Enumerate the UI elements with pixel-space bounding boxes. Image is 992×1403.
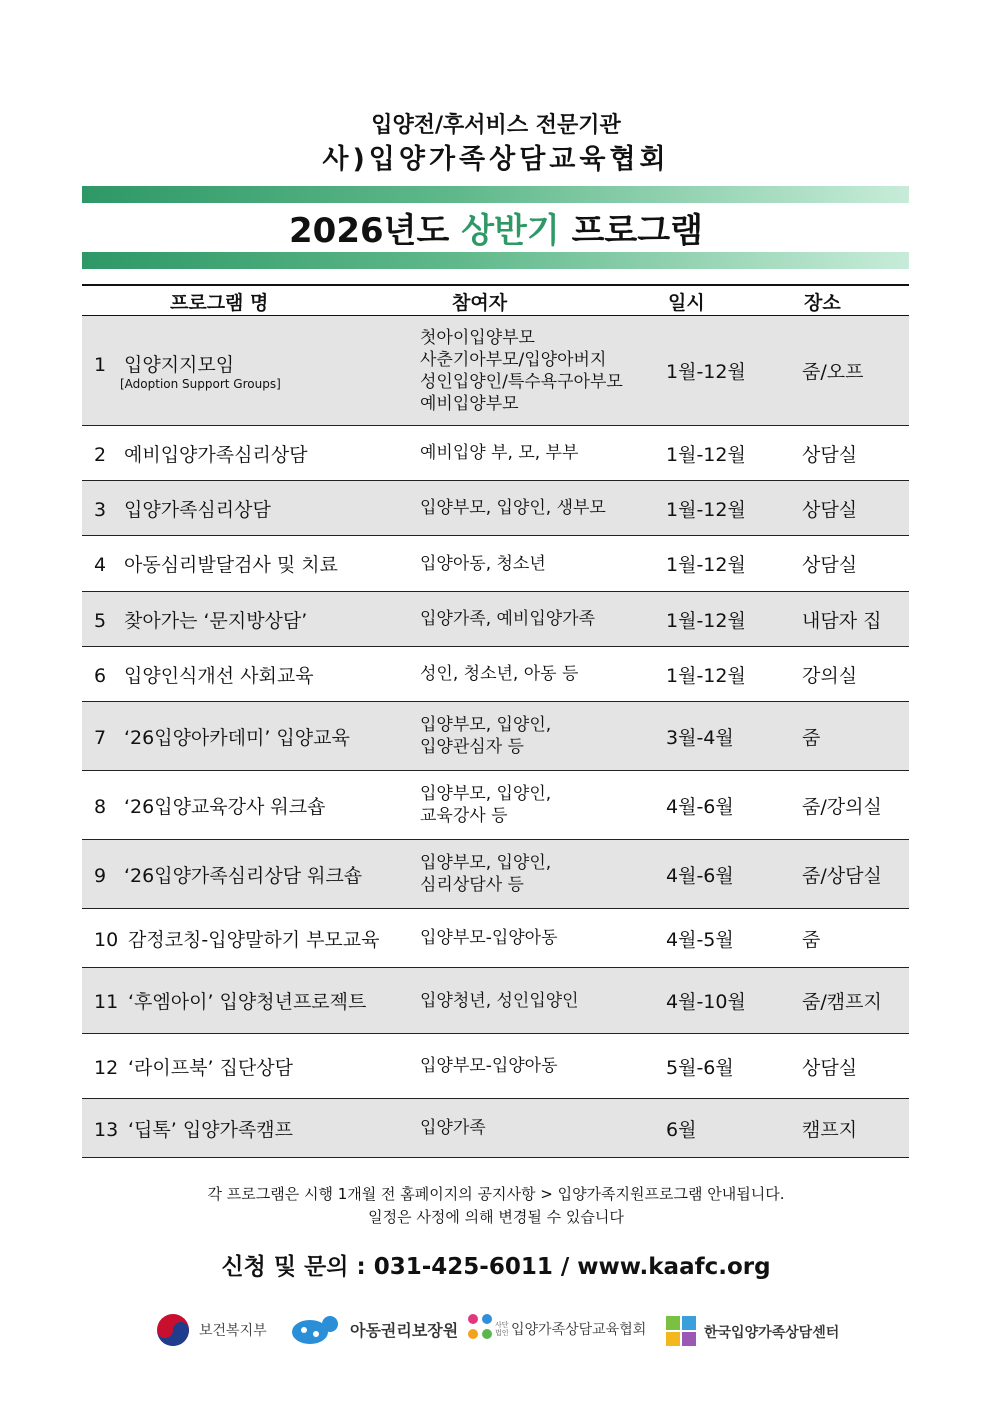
program-name-cell [94,647,414,701]
program-name: 예비입양가족심리상담 [124,443,308,466]
taegeuk-icon [155,1312,191,1348]
place-cell: 줌/오프 [802,361,864,383]
participant-line: 입양부모-입양아동 [420,928,558,948]
program-name-cell [94,1099,414,1157]
mohw-label: 보건복지부 [199,1323,267,1339]
top-green-bar [82,186,909,203]
ncrc-label: 아동권리보장원 [350,1320,459,1340]
place-cell: 상담실 [802,443,858,466]
program-name: 입양인식개선 사회교육 [124,664,314,687]
program-name: 찾아가는 ‘문지방상담’ [124,609,308,632]
program-name-cell [94,481,414,535]
participant-line: 성인입양인/특수욕구아부모 [420,371,623,392]
kaafc-label: 입양가족상담교육협회 [511,1322,647,1338]
title-highlight: 상반기 [461,211,560,251]
participant-line: 심리상담사 등 [420,875,524,895]
date-cell: 4월-6월 [666,795,734,818]
table-row [82,481,909,536]
date-cell: 1월-12월 [666,554,746,576]
date-cell: 1월-12월 [666,361,746,383]
program-name-cell [94,771,414,839]
table-top-line [82,284,909,286]
date-cell: 1월-12월 [666,498,746,521]
table-row [82,968,909,1034]
program-number: 11 [94,991,119,1013]
program-name: 감정코칭-입양말하기 부모교육 [128,928,380,951]
participant-line: 입양부모-입양아동 [420,1056,558,1076]
participant-line: 입양부모, 입양인, [420,853,552,873]
program-name-cell [94,592,414,646]
date-cell: 1월-12월 [666,664,746,687]
contact-info: 신청 및 문의 : 031-425-6011 / www.kaafc.org [221,1254,771,1280]
program-name-cell [94,1034,414,1098]
date-cell: 6월 [666,1118,697,1141]
program-name: ‘26입양교육강사 워크숍 [124,795,326,818]
date-cell: 3월-4월 [666,726,734,749]
participant-line: 첫아이입양부모 [420,327,535,348]
program-name-cell [94,426,414,480]
participant-line: 입양부모, 입양인, [420,784,552,804]
date-cell: 4월-5월 [666,928,734,951]
participants-cell [420,968,670,1033]
mohw-logo [155,1312,267,1348]
participant-line: 성인, 청소년, 아동 등 [420,664,579,684]
participants-cell [420,909,670,967]
date-cell: 4월-6월 [666,864,734,887]
table-row [82,909,909,968]
participants-cell [420,316,670,425]
program-name-cell [94,536,414,591]
participant-line: 입양부모, 입양인, 생부모 [420,498,606,518]
place-cell: 강의실 [802,664,858,687]
kaafc-logo [465,1312,646,1346]
program-name-cell [94,840,414,908]
table-row [82,592,909,647]
program-name: ‘후엠아이’ 입양청년프로젝트 [128,991,367,1013]
bottom-green-bar [82,252,909,269]
participant-line: 입양부모, 입양인, [420,715,552,735]
place-cell: 줌/강의실 [802,795,882,818]
program-number: 3 [94,498,107,521]
table-row [82,1034,909,1099]
date-cell: 1월-12월 [666,443,746,466]
place-cell: 줌 [802,928,821,951]
program-number: 6 [94,664,107,687]
table-row [82,536,909,592]
col-header-participants: 참여자 [452,292,508,314]
program-name-cell [94,702,414,770]
participant-line: 사춘기아부모/입양아버지 [420,349,607,370]
program-number: 5 [94,609,107,632]
notice-line-1: 각 프로그램은 시행 1개월 전 홈페이지의 공지사항 > 입양가족지원프로그램 안내됩니다. [207,1185,785,1203]
participant-line: 예비입양부모 [420,393,519,414]
participants-cell [420,647,670,701]
table-row [82,771,909,840]
participants-cell [420,702,670,770]
subtitle: 입양전/후서비스 전문기관 [371,113,621,138]
program-number: 8 [94,795,107,818]
place-cell: 줌 [802,726,821,749]
table-row [82,316,909,426]
participants-cell [420,771,670,839]
participants-cell [420,1099,670,1157]
kaafc-people-icon [465,1312,495,1346]
participants-cell [420,592,670,646]
participants-cell [420,1034,670,1098]
place-cell: 상담실 [802,1056,858,1079]
title-year: 2026년도 [289,211,450,251]
program-name: ‘26입양아카데미’ 입양교육 [124,726,350,749]
place-cell: 줌/캠프지 [802,991,882,1013]
participant-line: 입양아동, 청소년 [420,553,546,574]
participants-cell [420,481,670,535]
col-header-program: 프로그램 명 [170,292,269,314]
participants-cell [420,426,670,480]
date-cell: 5월-6월 [666,1056,734,1079]
kaafc-small-label: 사단법인 [495,1321,509,1337]
center-logo [662,1312,839,1352]
date-cell: 4월-10월 [666,991,746,1013]
table-row [82,1099,909,1158]
program-number: 1 [94,354,107,376]
participant-line: 입양관심자 등 [420,737,524,757]
program-number: 2 [94,443,107,466]
table-row [82,647,909,702]
ncrc-mark-icon [290,1312,346,1346]
ncrc-logo [290,1312,458,1346]
participants-cell [420,840,670,908]
center-label: 한국입양가족상담센터 [704,1325,840,1341]
place-cell: 캠프지 [802,1118,858,1141]
program-name: ‘26입양가족심리상담 워크숍 [124,864,363,887]
program-number: 4 [94,554,107,576]
table-row [82,702,909,771]
program-name-english: [Adoption Support Groups] [120,377,281,391]
program-number: 13 [94,1118,119,1141]
program-name: ‘라이프북’ 집단상담 [128,1056,293,1079]
notice-line-2: 일정은 사정에 의해 변경될 수 있습니다 [368,1208,624,1226]
place-cell: 줌/상담실 [802,864,882,887]
program-name-cell [94,909,414,967]
place-cell: 내담자 집 [802,609,882,632]
title-suffix: 프로그램 [571,211,703,251]
program-name: 아동심리발달검사 및 치료 [124,554,338,576]
participant-line: 입양가족 [420,1118,486,1138]
place-cell: 상담실 [802,498,858,521]
table-row [82,840,909,909]
program-number: 12 [94,1056,119,1079]
participant-line: 교육강사 등 [420,806,508,826]
place-cell: 상담실 [802,554,858,576]
date-cell: 1월-12월 [666,609,746,632]
center-puzzle-icon [662,1312,702,1352]
participant-line: 입양청년, 성인입양인 [420,990,579,1011]
participant-line: 예비입양 부, 모, 부부 [420,443,579,463]
program-name-cell [94,968,414,1033]
participants-cell [420,536,670,591]
program-name: ‘딥톡’ 입양가족캠프 [128,1118,293,1141]
program-name-cell [94,316,414,425]
page-title [0,203,992,252]
col-header-place: 장소 [804,292,841,314]
col-header-date: 일시 [668,292,705,314]
program-number: 9 [94,864,107,887]
table-row [82,426,909,481]
participant-line: 입양가족, 예비입양가족 [420,609,596,629]
program-number: 7 [94,726,107,749]
program-number: 10 [94,928,119,951]
program-name: 입양지지모임 [124,354,235,376]
program-name: 입양가족심리상담 [124,498,271,521]
organization-name: 사)입양가족상담교육협회 [322,144,670,175]
